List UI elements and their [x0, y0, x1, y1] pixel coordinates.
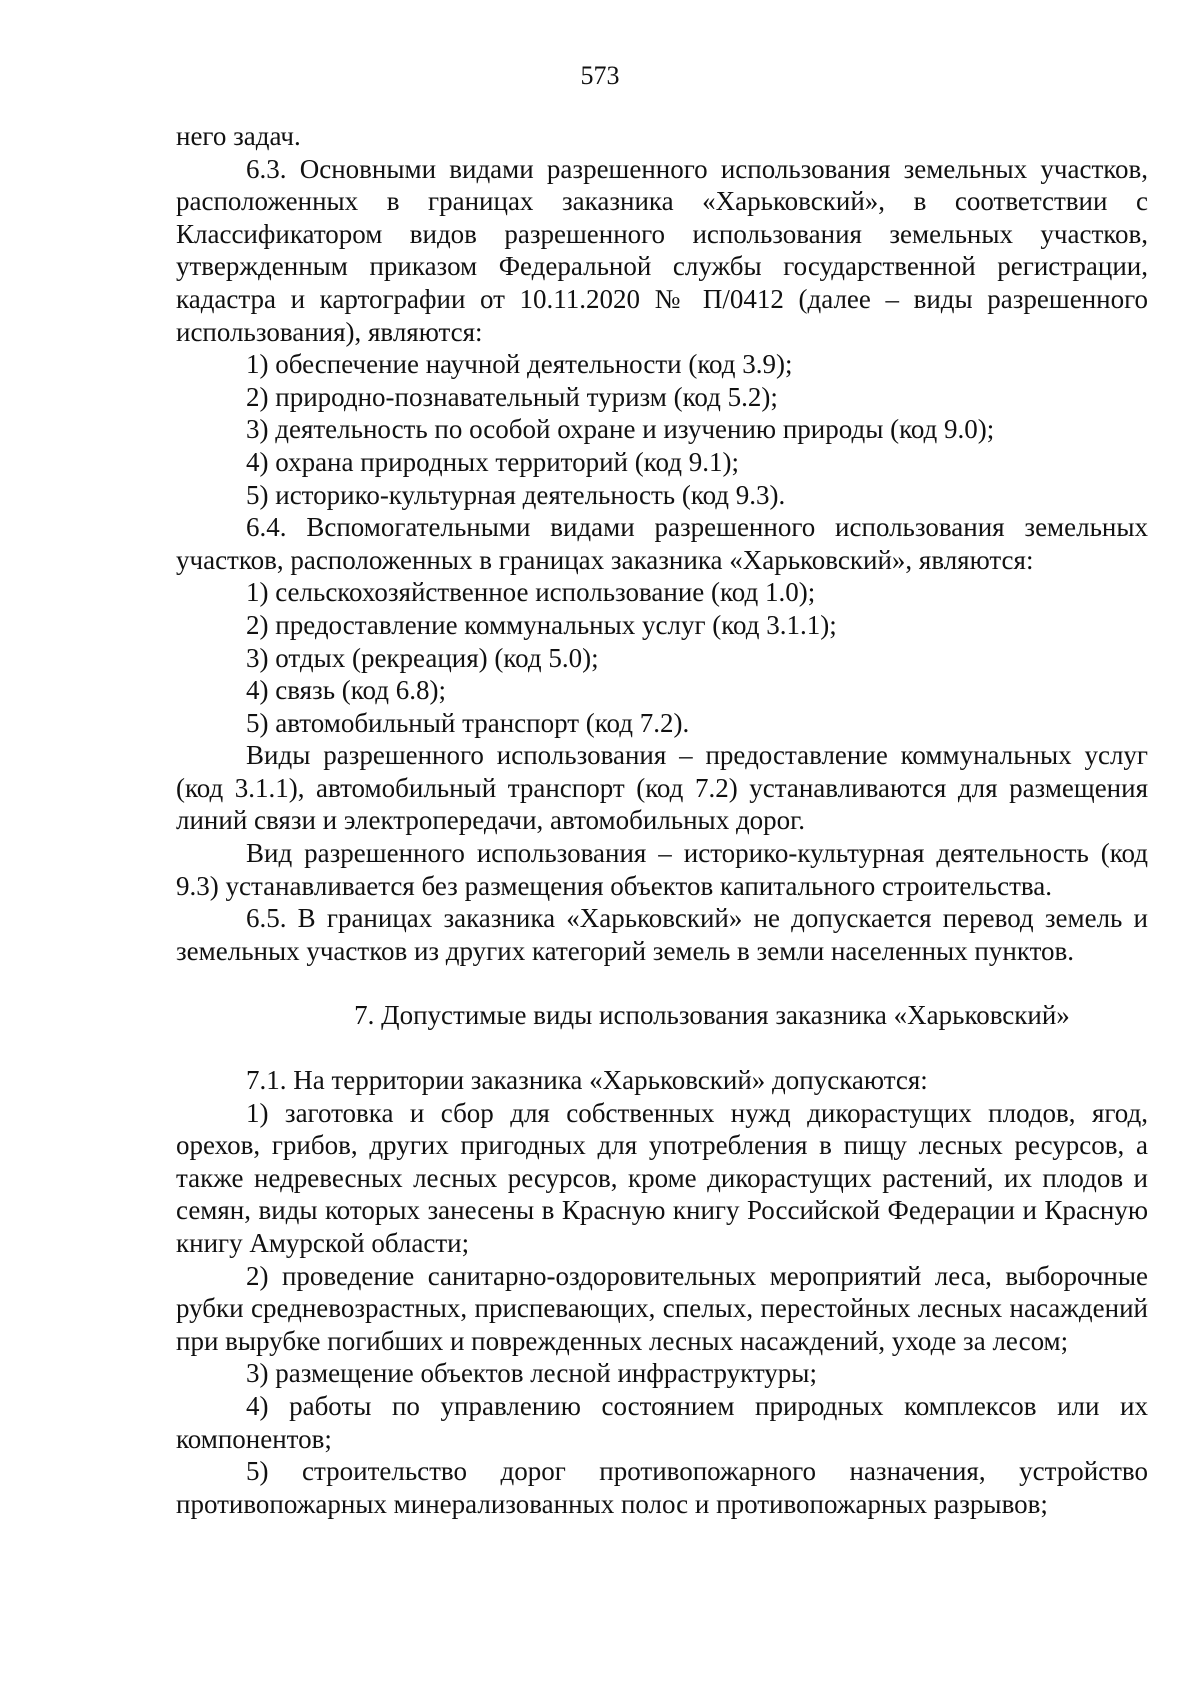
- document-body: [176, 120, 1148, 1520]
- list-item: 2) проведение санитарно-оздоровительных мероприятий леса, выборочные рубки средневозрастных, приспевающих, спелых, перестойных лесных насаждений при вырубке погибших и поврежденных лесных насаждений, уходе за лесом;: [176, 1260, 1148, 1356]
- paragraph-7-1: 7.1. На территории заказника «Харьковский» допускаются:: [246, 1065, 928, 1096]
- paragraph: Виды разрешенного использования – предоставление коммунальных услуг (код 3.1.1), автомобильный транспорт (код 7.2) устанавливаются для размещения линий связи и электропередачи, автомобильных дорог.: [176, 740, 1148, 836]
- list-item: 3) размещение объектов лесной инфраструктуры;: [246, 1358, 817, 1389]
- list-item: 2) природно-познавательный туризм (код 5.2);: [246, 381, 778, 412]
- list-item: 4) работы по управлению состоянием природных комплексов или их компонентов;: [176, 1390, 1148, 1454]
- list-item: 5) строительство дорог противопожарного назначения, устройство противопожарных минерализованных полос и противопожарных разрывов;: [176, 1456, 1148, 1519]
- paragraph-6-5: 6.5. В границах заказника «Харьковский» не допускается перевод земель и земельных участков из других категорий земель в земли населенных пунктов.: [176, 903, 1148, 966]
- paragraph: него задач.: [176, 121, 301, 151]
- list-item: 4) связь (код 6.8);: [246, 675, 446, 706]
- list-item: 1) сельскохозяйственное использование (код 1.0);: [246, 577, 816, 608]
- list-item: 5) автомобильный транспорт (код 7.2).: [246, 707, 690, 738]
- list-item: 2) предоставление коммунальных услуг (код 3.1.1);: [246, 609, 837, 640]
- page-number: 573: [580, 61, 620, 90]
- paragraph-6-3: 6.3. Основными видами разрешенного использования земельных участков, расположенных в границах заказника «Харьковский», в соответствии с Классификатором видов разрешенного использования земельных участков, утвержденным приказом Федеральной службы государственной регистрации, кадастра и картографии от 10.11.2020 № П/0412 (далее – виды разрешенного использования), являются:: [176, 153, 1148, 347]
- list-item: 3) деятельность по особой охране и изучению природы (код 9.0);: [246, 414, 995, 445]
- list-item: 1) обеспечение научной деятельности (код 3.9);: [246, 349, 793, 380]
- list-item: 1) заготовка и сбор для собственных нужд дикорастущих плодов, ягод, орехов, грибов, других пригодных для употребления в пищу лесных ресурсов, а также недревесных лесных ресурсов, кроме дикорастущих растений, их плодов и семян, виды которых занесены в Красную книгу Российской Федерации и Красную книгу Амурской области;: [176, 1097, 1148, 1258]
- section-heading: 7. Допустимые виды использования заказника «Харьковский»: [354, 1000, 1070, 1031]
- list-item: 5) историко-культурная деятельность (код 9.3).: [246, 479, 786, 510]
- paragraph-6-4: 6.4. Вспомогательными видами разрешенного использования земельных участков, расположенных в границах заказника «Харьковский», являются:: [176, 512, 1148, 575]
- paragraph: Вид разрешенного использования – историко-культурная деятельность (код 9.3) устанавливается без размещения объектов капитального строительства.: [176, 838, 1148, 901]
- list-item: 4) охрана природных территорий (код 9.1);: [246, 446, 739, 477]
- list-item: 3) отдых (рекреация) (код 5.0);: [246, 642, 599, 673]
